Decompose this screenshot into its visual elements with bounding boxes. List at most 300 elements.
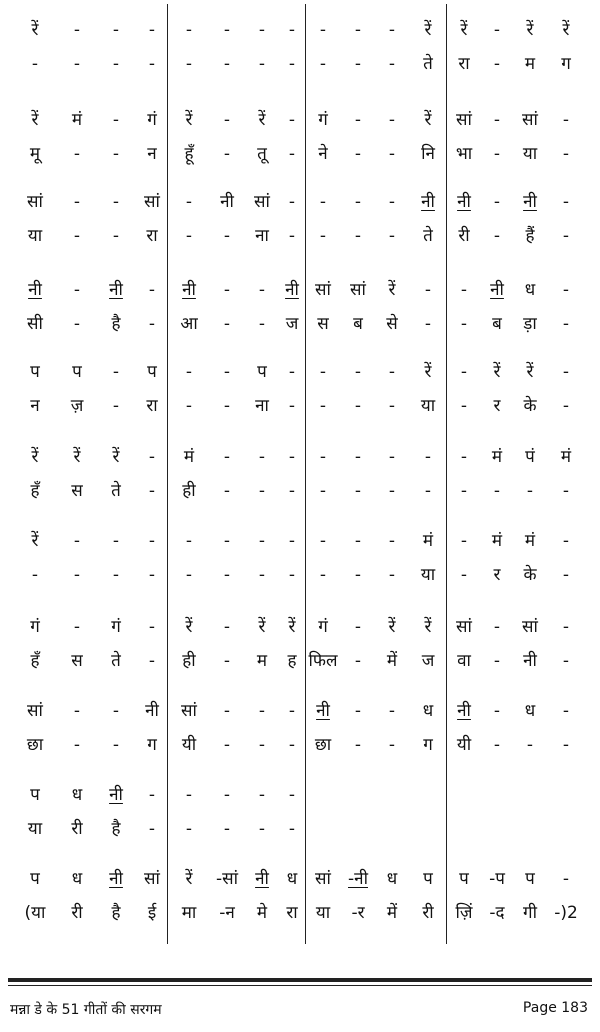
lyric-cell: ज (285, 314, 299, 334)
lyric-cell: - (288, 396, 296, 416)
swara-cell: - (424, 280, 432, 300)
swara-cell: मं (560, 447, 572, 467)
lyric-cell: - (148, 565, 156, 585)
swara-cell: - (388, 701, 396, 721)
swara-cell: ध (524, 701, 536, 721)
swara-cell: प (525, 869, 535, 889)
swara-cell: ध (386, 869, 398, 889)
swara-cell: नी (255, 869, 269, 889)
swara-cell: रें (73, 447, 81, 467)
swara-cell: - (288, 785, 296, 805)
lyric-cell: (या (24, 903, 46, 923)
lyric-cell: - (112, 226, 120, 246)
lyric-cell: - (223, 819, 231, 839)
lyric-cell: - (354, 54, 362, 74)
swara-cell: मं (71, 110, 83, 130)
lyric-cell: - (354, 226, 362, 246)
lyric-cell: - (288, 144, 296, 164)
lyric-cell: - (223, 735, 231, 755)
swara-cell: - (148, 447, 156, 467)
swara-cell: रें (562, 20, 570, 40)
swara-cell: - (388, 20, 396, 40)
lyric-cell: यी (181, 735, 197, 755)
swara-cell: रें (424, 110, 432, 130)
lyric-cell: हूँ (184, 144, 194, 164)
lyric-cell: फिल (308, 651, 338, 671)
swara-cell: रें (288, 617, 296, 637)
lyric-cell: - (31, 565, 39, 585)
swara-cell: नी (109, 280, 123, 300)
lyric-cell: ग (147, 735, 157, 755)
lyric-cell: - (73, 735, 81, 755)
lyric-cell: - (223, 565, 231, 585)
lyric-cell: - (223, 481, 231, 501)
lyric-cell: रा (286, 903, 298, 923)
lyric-cell: - (319, 481, 327, 501)
lyric-cell: - (112, 735, 120, 755)
lyric-cell: - (562, 651, 570, 671)
lyric-cell: - (319, 565, 327, 585)
lyric-cell: ते (423, 54, 433, 74)
lyric-cell: - (562, 396, 570, 416)
lyric-cell: - (223, 651, 231, 671)
swara-cell: - (354, 447, 362, 467)
swara-cell: - (319, 192, 327, 212)
swara-cell: - (223, 280, 231, 300)
swara-cell: - (185, 785, 193, 805)
lyric-cell: ना (255, 396, 269, 416)
swara-cell: - (354, 192, 362, 212)
swara-cell: -नी (348, 869, 368, 889)
lyric-cell: म (256, 651, 268, 671)
lyric-cell: में (386, 651, 398, 671)
lyric-cell: - (526, 735, 534, 755)
lyric-cell: छा (26, 735, 44, 755)
swara-cell: प (147, 362, 157, 382)
swara-cell: नी (28, 280, 42, 300)
swara-cell: नी (109, 785, 123, 805)
lyric-cell: - (223, 396, 231, 416)
lyric-cell: - (319, 226, 327, 246)
swara-cell: - (73, 701, 81, 721)
lyric-cell: गी (523, 903, 537, 923)
swara-cell: - (493, 192, 501, 212)
swara-cell: नी (523, 192, 537, 212)
swara-cell: - (319, 447, 327, 467)
lyric-cell: ज (421, 651, 435, 671)
lyric-cell: - (185, 565, 193, 585)
swara-cell: - (493, 20, 501, 40)
swara-cell: रें (31, 447, 39, 467)
swara-cell: - (148, 280, 156, 300)
swara-cell: - (354, 20, 362, 40)
lyric-cell: - (148, 314, 156, 334)
lyric-cell: - (223, 54, 231, 74)
swara-cell: सां (254, 192, 270, 212)
swara-cell: - (148, 20, 156, 40)
lyric-cell: - (112, 144, 120, 164)
lyric-cell: - (388, 565, 396, 585)
swara-cell: - (258, 280, 266, 300)
swara-cell: - (288, 20, 296, 40)
lyric-cell: मे (256, 903, 268, 923)
lyric-cell: -र (351, 903, 365, 923)
lyric-cell: या (27, 819, 43, 839)
swara-cell: - (388, 447, 396, 467)
lyric-cell: - (73, 226, 81, 246)
lyric-cell: के (523, 565, 537, 585)
lyric-cell: - (388, 144, 396, 164)
swara-cell: रें (460, 20, 468, 40)
lyric-cell: - (493, 144, 501, 164)
lyric-cell: न (30, 396, 40, 416)
lyric-cell: भा (455, 144, 473, 164)
lyric-cell: नि (421, 144, 435, 164)
swara-cell: - (223, 531, 231, 551)
lyric-cell: ने (318, 144, 328, 164)
swara-cell: रें (185, 869, 193, 889)
swara-cell: रें (31, 531, 39, 551)
swara-cell: - (185, 20, 193, 40)
swara-cell: सां (27, 701, 43, 721)
swara-cell: - (148, 785, 156, 805)
swara-cell: - (223, 701, 231, 721)
swara-cell: - (562, 701, 570, 721)
lyric-cell: स (71, 651, 83, 671)
swara-cell: - (258, 20, 266, 40)
lyric-cell: - (493, 226, 501, 246)
swara-cell: - (223, 20, 231, 40)
swara-cell: - (562, 362, 570, 382)
lyric-cell: ब (492, 314, 502, 334)
lyric-cell: -द (489, 903, 505, 923)
swara-cell: - (185, 192, 193, 212)
swara-cell: प (30, 869, 40, 889)
swara-cell: गं (30, 617, 40, 637)
lyric-cell: छा (314, 735, 332, 755)
swara-cell: सां (456, 110, 472, 130)
swara-cell: सां (181, 701, 197, 721)
lyric-cell: - (493, 481, 501, 501)
lyric-cell: - (288, 54, 296, 74)
lyric-cell: - (148, 819, 156, 839)
swara-cell: - (460, 531, 468, 551)
lyric-cell: - (288, 226, 296, 246)
lyric-cell: - (354, 396, 362, 416)
lyric-cell: - (185, 54, 193, 74)
lyric-cell: - (562, 481, 570, 501)
lyric-cell: - (288, 481, 296, 501)
swara-cell: - (258, 701, 266, 721)
lyric-cell: यी (456, 735, 472, 755)
swara-cell: - (73, 20, 81, 40)
swara-cell: - (112, 110, 120, 130)
lyric-cell: - (148, 54, 156, 74)
swara-cell: गं (318, 617, 328, 637)
swara-cell: रें (424, 20, 432, 40)
swara-cell: रें (424, 362, 432, 382)
lyric-cell: - (73, 144, 81, 164)
swara-cell: नी (109, 869, 123, 889)
lyric-cell: - (288, 735, 296, 755)
swara-cell: मं (491, 531, 503, 551)
lyric-cell: मू (29, 144, 41, 164)
swara-cell: नी (220, 192, 234, 212)
swara-cell: मं (183, 447, 195, 467)
lyric-cell: ड़ा (523, 314, 537, 334)
swara-cell: - (288, 447, 296, 467)
lyric-cell: - (460, 396, 468, 416)
swara-cell: - (493, 617, 501, 637)
swara-cell: रें (388, 617, 396, 637)
swara-cell: रें (31, 20, 39, 40)
swara-cell: प (30, 362, 40, 382)
swara-cell: - (223, 447, 231, 467)
swara-cell: - (185, 362, 193, 382)
lyric-cell: स (317, 314, 329, 334)
lyric-cell: - (388, 54, 396, 74)
swara-cell: - (562, 869, 570, 889)
swara-cell: - (112, 192, 120, 212)
swara-cell: सां (522, 617, 538, 637)
swara-cell: प (257, 362, 267, 382)
swara-cell: - (223, 110, 231, 130)
swara-cell: - (258, 447, 266, 467)
lyric-cell: -)2 (554, 903, 578, 923)
lyric-cell: - (388, 481, 396, 501)
swara-cell: - (288, 110, 296, 130)
lyric-cell: स (71, 481, 83, 501)
swara-cell: सां (315, 869, 331, 889)
swara-cell: - (493, 701, 501, 721)
lyric-cell: - (562, 314, 570, 334)
footer-rule-thin (8, 985, 592, 986)
swara-cell: सां (522, 110, 538, 130)
lyric-cell: ना (255, 226, 269, 246)
lyric-cell: - (354, 144, 362, 164)
lyric-cell: ही (182, 481, 196, 501)
lyric-cell: - (112, 396, 120, 416)
lyric-cell: ह (287, 651, 297, 671)
swara-cell: सां (144, 869, 160, 889)
swara-cell: प (423, 869, 433, 889)
lyric-cell: न (147, 144, 157, 164)
lyric-cell: - (562, 144, 570, 164)
lyric-cell: या (420, 396, 436, 416)
lyric-cell: म (524, 54, 536, 74)
lyric-cell: री (422, 903, 434, 923)
swara-cell: - (73, 617, 81, 637)
lyric-cell: - (258, 54, 266, 74)
lyric-cell: है (111, 314, 121, 334)
lyric-cell: - (258, 819, 266, 839)
lyric-cell: - (258, 481, 266, 501)
swara-cell: रें (258, 617, 266, 637)
swara-cell: -सां (215, 869, 239, 889)
lyric-cell: - (424, 481, 432, 501)
lyric-cell: - (73, 314, 81, 334)
swara-cell: - (185, 531, 193, 551)
lyric-cell: - (112, 565, 120, 585)
swara-cell: सां (315, 280, 331, 300)
swara-cell: - (354, 362, 362, 382)
swara-cell: - (319, 531, 327, 551)
lyric-cell: हँ (30, 481, 40, 501)
lyric-cell: - (319, 396, 327, 416)
lyric-cell: - (112, 54, 120, 74)
lyric-cell: - (460, 314, 468, 334)
lyric-cell: - (562, 735, 570, 755)
swara-cell: प (459, 869, 469, 889)
swara-cell: - (562, 617, 570, 637)
swara-cell: गं (147, 110, 157, 130)
swara-cell: प (30, 785, 40, 805)
swara-cell: ध (422, 701, 434, 721)
lyric-cell: या (420, 565, 436, 585)
lyric-cell: है (111, 903, 121, 923)
lyric-cell: - (319, 54, 327, 74)
swara-cell: रें (258, 110, 266, 130)
swara-cell: रें (185, 617, 193, 637)
swara-cell: - (288, 362, 296, 382)
swara-cell: - (148, 531, 156, 551)
swara-cell: रें (493, 362, 501, 382)
swara-cell: - (388, 362, 396, 382)
swara-cell: - (288, 701, 296, 721)
lyric-cell: री (71, 819, 83, 839)
lyric-cell: ई (147, 903, 157, 923)
swara-cell: नी (457, 192, 471, 212)
lyric-cell: री (458, 226, 470, 246)
lyric-cell: - (31, 54, 39, 74)
swara-cell: रें (112, 447, 120, 467)
lyric-cell: र (493, 396, 501, 416)
swara-cell: ध (71, 785, 83, 805)
lyric-cell: के (523, 396, 537, 416)
lyric-cell: - (424, 314, 432, 334)
lyric-cell: - (73, 54, 81, 74)
lyric-cell: रा (146, 226, 158, 246)
swara-cell: - (562, 531, 570, 551)
swara-cell: - (288, 192, 296, 212)
lyric-cell: से (386, 314, 398, 334)
swara-cell: - (460, 447, 468, 467)
swara-cell: - (562, 192, 570, 212)
lyric-cell: - (148, 651, 156, 671)
lyric-cell: - (258, 314, 266, 334)
swara-cell: नी (457, 701, 471, 721)
lyric-cell: - (493, 54, 501, 74)
lyric-cell: - (354, 481, 362, 501)
lyric-cell: - (185, 819, 193, 839)
lyric-cell: सी (27, 314, 43, 334)
swara-cell: - (493, 110, 501, 130)
lyric-cell: हैं (525, 226, 535, 246)
lyric-cell: - (223, 314, 231, 334)
lyric-cell: या (27, 226, 43, 246)
swara-cell: - (319, 20, 327, 40)
swara-cell: - (388, 110, 396, 130)
lyric-cell: - (354, 651, 362, 671)
swara-cell: मं (491, 447, 503, 467)
swara-cell: प (72, 362, 82, 382)
footer-rule-thick (8, 978, 592, 982)
swara-cell: - (354, 110, 362, 130)
lyric-cell: - (288, 819, 296, 839)
lyric-cell: हँ (30, 651, 40, 671)
swara-cell: रें (526, 362, 534, 382)
swara-cell: - (354, 617, 362, 637)
lyric-cell: - (562, 226, 570, 246)
swara-cell: गं (111, 617, 121, 637)
lyric-cell: - (526, 481, 534, 501)
swara-cell: - (424, 447, 432, 467)
lyric-cell: - (288, 565, 296, 585)
lyric-cell: - (223, 144, 231, 164)
swara-cell: रें (185, 110, 193, 130)
swara-cell: नी (145, 701, 159, 721)
swara-cell: - (223, 785, 231, 805)
lyric-cell: - (388, 735, 396, 755)
swara-cell: - (354, 701, 362, 721)
swara-cell: नी (285, 280, 299, 300)
swara-cell: - (112, 362, 120, 382)
swara-cell: नी (316, 701, 330, 721)
swara-cell: - (223, 362, 231, 382)
book-title: मन्ना डे के 51 गीतों की सरगम (10, 1002, 162, 1018)
lyric-cell: ज़ (70, 396, 84, 416)
lyric-cell: ग (423, 735, 433, 755)
swara-cell: - (223, 617, 231, 637)
lyric-cell: है (111, 819, 121, 839)
lyric-cell: ब (353, 314, 363, 334)
lyric-cell: - (388, 226, 396, 246)
swara-cell: - (562, 280, 570, 300)
swara-cell: - (319, 362, 327, 382)
swara-cell: रें (31, 110, 39, 130)
swara-cell: -प (489, 869, 505, 889)
page-number: Page 183 (522, 1000, 588, 1016)
lyric-cell: ते (423, 226, 433, 246)
lyric-cell: ते (111, 651, 121, 671)
lyric-cell: - (493, 651, 501, 671)
lyric-cell: में (386, 903, 398, 923)
lyric-cell: तू (257, 144, 267, 164)
swara-cell: गं (318, 110, 328, 130)
lyric-cell: - (148, 481, 156, 501)
swara-cell: नी (490, 280, 504, 300)
swara-cell: - (460, 362, 468, 382)
swara-cell: रें (526, 20, 534, 40)
swara-cell: ध (71, 869, 83, 889)
swara-cell: नी (182, 280, 196, 300)
swara-cell: - (388, 192, 396, 212)
lyric-cell: - (388, 396, 396, 416)
swara-cell: मं (422, 531, 434, 551)
lyric-cell: या (522, 144, 538, 164)
swara-cell: मं (524, 531, 536, 551)
swara-cell: - (148, 617, 156, 637)
lyric-cell: - (460, 565, 468, 585)
lyric-cell: आ (180, 314, 198, 334)
swara-cell: सां (456, 617, 472, 637)
swara-cell: - (112, 531, 120, 551)
swara-cell: - (112, 20, 120, 40)
lyric-cell: - (185, 226, 193, 246)
lyric-cell: ग (561, 54, 571, 74)
swara-cell: - (288, 531, 296, 551)
lyric-cell: - (185, 396, 193, 416)
